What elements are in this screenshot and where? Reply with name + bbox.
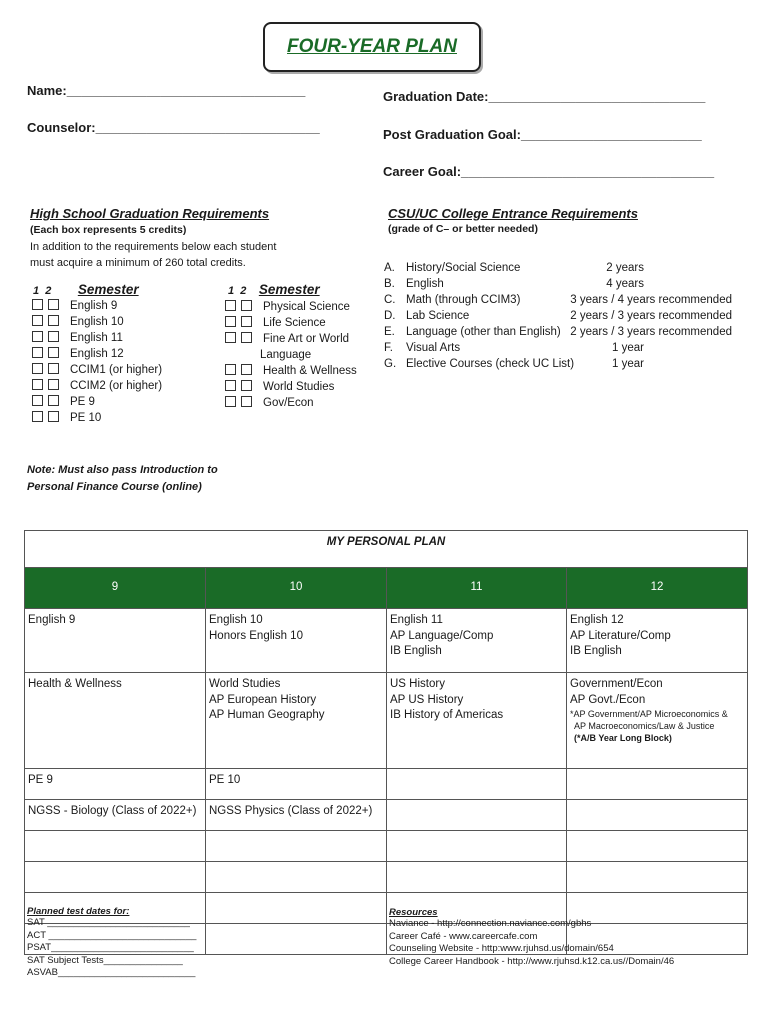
- csu-uc-row: [384, 308, 732, 324]
- checkbox-icon[interactable]: [241, 332, 252, 343]
- course-line: English 9: [28, 614, 76, 626]
- requirement-row: [32, 330, 162, 346]
- requirement-row: [32, 362, 162, 378]
- csu-uc-letter: B.: [384, 278, 395, 290]
- name-field: Name:_________________________________: [27, 83, 306, 98]
- semester-label: Semester: [77, 282, 139, 297]
- course-line: AP US History: [390, 693, 464, 706]
- course-line: AP Language/Comp: [390, 629, 494, 642]
- plan-cell[interactable]: [387, 800, 567, 831]
- finance-note: [27, 462, 218, 496]
- table-row: [25, 609, 748, 673]
- graduation-date-field: Graduation Date:______________________________: [383, 89, 706, 104]
- csu-uc-subject: English: [406, 278, 444, 290]
- course-line: AP Literature/Comp: [570, 629, 671, 642]
- plan-cell[interactable]: [206, 800, 387, 831]
- checkbox-icon[interactable]: [48, 347, 59, 358]
- semester-numbers: 1 2: [33, 285, 52, 297]
- course-line: World Studies: [209, 678, 281, 690]
- checkbox-icon[interactable]: [48, 395, 59, 406]
- checkbox-icon[interactable]: [32, 379, 43, 390]
- requirement-label: CCIM2 (or higher): [70, 380, 163, 392]
- csu-uc-row: [384, 340, 732, 356]
- requirement-row: [32, 378, 162, 394]
- plan-cell[interactable]: [567, 862, 748, 893]
- csu-uc-years: 3 years / 4 years recommended: [570, 294, 732, 306]
- test-line: ACT ____________________________: [27, 929, 197, 941]
- plan-cell[interactable]: [25, 800, 206, 831]
- requirement-label: PE 9: [70, 396, 95, 408]
- plan-cell[interactable]: [387, 769, 567, 800]
- checkbox-icon[interactable]: [241, 364, 252, 375]
- course-line: Honors English 10: [209, 629, 303, 642]
- plan-cell[interactable]: [25, 673, 206, 769]
- requirement-label: Gov/Econ: [263, 397, 314, 409]
- checkbox-icon[interactable]: [48, 299, 59, 310]
- checkbox-icon[interactable]: [32, 411, 43, 422]
- plan-cell[interactable]: [25, 862, 206, 893]
- course-line: NGSS - Biology (Class of 2022+): [28, 805, 197, 817]
- test-line: ASVAB__________________________: [27, 967, 196, 978]
- csu-uc-row: [384, 324, 732, 340]
- course-line: English 10: [209, 614, 263, 626]
- plan-title: MY PERSONAL PLAN: [25, 531, 748, 568]
- left-requirements-list: [32, 298, 162, 426]
- course-line: AP European History: [209, 693, 317, 706]
- checkbox-icon[interactable]: [32, 331, 43, 342]
- requirement-row: [225, 395, 357, 411]
- csu-uc-list: [384, 260, 732, 372]
- test-line: PSAT___________________________: [27, 942, 194, 953]
- requirement-row: [225, 315, 357, 331]
- right-column-header: [228, 281, 320, 299]
- checkbox-icon[interactable]: [32, 363, 43, 374]
- plan-cell[interactable]: [567, 673, 748, 769]
- csu-uc-letter: E.: [384, 326, 395, 338]
- plan-cell[interactable]: [567, 800, 748, 831]
- csu-uc-letter: A.: [384, 262, 395, 274]
- course-line: NGSS Physics (Class of 2022+): [209, 805, 373, 817]
- csu-uc-years: 2 years / 3 years recommended: [570, 326, 732, 338]
- requirement-label: CCIM1 (or higher): [70, 364, 163, 376]
- checkbox-icon[interactable]: [225, 300, 236, 311]
- csu-uc-subject: Lab Science: [406, 310, 470, 322]
- ap-note-line-3: (*A/B Year Long Block): [574, 733, 672, 743]
- requirement-label: Language: [260, 349, 312, 361]
- plan-cell[interactable]: [567, 609, 748, 673]
- plan-cell[interactable]: [206, 609, 387, 673]
- plan-cell[interactable]: [206, 893, 387, 924]
- note-line-1: Note: Must also pass Introduction to: [27, 464, 218, 476]
- checkbox-icon[interactable]: [48, 411, 59, 422]
- requirement-row: [32, 346, 162, 362]
- post-graduation-goal-field: Post Graduation Goal:_________________________: [383, 127, 702, 142]
- test-line: SAT Subject Tests_______________: [27, 954, 183, 966]
- title-box: [263, 22, 481, 72]
- csu-uc-years: 2 years: [606, 262, 644, 274]
- plan-cell[interactable]: [387, 609, 567, 673]
- csu-uc-years: 4 years: [606, 278, 644, 290]
- plan-cell[interactable]: [387, 831, 567, 862]
- planned-tests: [27, 906, 196, 980]
- plan-cell[interactable]: [25, 769, 206, 800]
- checkbox-icon[interactable]: [48, 363, 59, 374]
- table-row: [25, 831, 748, 862]
- csu-uc-years: 1 year: [612, 342, 644, 354]
- requirement-label: English 10: [70, 316, 124, 328]
- grade-header-10: 10: [206, 568, 387, 609]
- course-line: IB History of Americas: [390, 709, 504, 721]
- checkbox-icon[interactable]: [241, 380, 252, 391]
- csu-uc-subject: Elective Courses (check UC List): [406, 358, 575, 370]
- csu-uc-row: [384, 292, 732, 308]
- requirement-label: Physical Science: [263, 301, 350, 313]
- checkbox-icon[interactable]: [32, 299, 43, 310]
- course-line: Health & Wellness: [28, 678, 122, 690]
- csu-uc-row: [384, 276, 732, 292]
- requirement-row: [32, 394, 162, 410]
- semester-label: Semester: [258, 282, 320, 297]
- checkbox-icon[interactable]: [225, 396, 236, 407]
- checkbox-icon[interactable]: [32, 395, 43, 406]
- hs-requirements-heading: High School Graduation Requirements: [30, 206, 270, 221]
- requirement-row: [225, 299, 357, 315]
- plan-cell[interactable]: [567, 769, 748, 800]
- requirement-label: World Studies: [263, 381, 335, 393]
- table-row: [25, 673, 748, 769]
- csu-uc-subject: History/Social Science: [406, 262, 521, 274]
- csu-uc-row: [384, 260, 732, 276]
- left-column-header: [33, 281, 139, 299]
- course-line: IB English: [390, 645, 442, 657]
- checkbox-icon[interactable]: [48, 331, 59, 342]
- csu-uc-years: 1 year: [612, 358, 644, 370]
- requirement-row: [32, 314, 162, 330]
- course-line: English 11: [390, 614, 443, 626]
- right-requirements-list: [225, 299, 357, 411]
- requirement-label: PE 10: [70, 412, 102, 424]
- csu-uc-letter: D.: [384, 310, 396, 322]
- ap-note-line-1: *AP Government/AP Microeconomics &: [570, 709, 728, 719]
- test-line: SAT ___________________________: [27, 917, 190, 928]
- csu-uc-subject: Math (through CCIM3): [406, 294, 521, 306]
- grade-header-11: 11: [387, 568, 567, 609]
- plan-cell[interactable]: [387, 673, 567, 769]
- resources: [389, 907, 674, 968]
- requirement-label: Life Science: [263, 317, 326, 329]
- resource-link[interactable]: Naviance - http://connection.naviance.com/gbhs: [389, 918, 592, 929]
- checkbox-icon[interactable]: [32, 347, 43, 358]
- box-note: (Each box represents 5 credits): [30, 224, 187, 236]
- requirement-label: Fine Art or World: [263, 333, 350, 345]
- grade-header-9: 9: [25, 568, 206, 609]
- plan-cell[interactable]: [567, 831, 748, 862]
- grade-header-12: 12: [567, 568, 748, 609]
- requirement-row: [32, 410, 162, 426]
- resource-link[interactable]: College Career Handbook - http://www.rjuhsd.k12.ca.us//Domain/46: [389, 955, 675, 967]
- grade-header-row: [25, 568, 748, 609]
- counselor-field: Counselor:_______________________________: [27, 120, 320, 135]
- plan-cell[interactable]: [25, 831, 206, 862]
- resource-link[interactable]: Career Café - www.careercafe.com: [389, 930, 538, 942]
- course-line: IB English: [570, 645, 622, 657]
- csu-uc-letter: F.: [384, 342, 393, 354]
- requirement-row: [225, 331, 357, 347]
- course-line: AP Govt./Econ: [570, 693, 646, 706]
- requirement-row: [225, 379, 357, 395]
- ap-note-line-2: AP Macroeconomics/Law & Justice: [574, 721, 715, 731]
- personal-plan-table: [24, 530, 748, 955]
- plan-cell[interactable]: [206, 924, 387, 955]
- requirement-row: [32, 298, 162, 314]
- csu-uc-row: [384, 356, 732, 372]
- plan-cell[interactable]: [25, 609, 206, 673]
- requirement-row: [225, 347, 357, 363]
- course-line: English 12: [570, 614, 624, 626]
- table-row: [25, 769, 748, 800]
- csu-uc-letter: G.: [384, 358, 397, 370]
- checkbox-icon[interactable]: [241, 300, 252, 311]
- course-line: PE 9: [28, 774, 53, 786]
- table-row: [25, 862, 748, 893]
- tests-heading: Planned test dates for:: [27, 906, 130, 917]
- resource-link[interactable]: Counseling Website - http:www.rjuhsd.us/domain/654: [389, 943, 614, 954]
- checkbox-icon[interactable]: [48, 315, 59, 326]
- intro-line-1: In addition to the requirements below each student: [30, 241, 277, 253]
- checkbox-icon[interactable]: [225, 332, 236, 343]
- requirement-label: English 9: [70, 300, 118, 312]
- checkbox-icon[interactable]: [241, 396, 252, 407]
- checkbox-icon[interactable]: [225, 316, 236, 327]
- resources-heading: Resources: [389, 907, 438, 918]
- course-line: US History: [390, 678, 445, 690]
- checkbox-icon[interactable]: [225, 380, 236, 391]
- plan-cell[interactable]: [206, 831, 387, 862]
- csu-uc-years: 2 years / 3 years recommended: [570, 310, 732, 322]
- requirement-label: Health & Wellness: [263, 365, 357, 377]
- checkbox-icon[interactable]: [32, 315, 43, 326]
- career-goal-field: Career Goal:___________________________________: [383, 164, 715, 179]
- intro-line-2: must acquire a minimum of 260 total credits.: [30, 257, 246, 269]
- csu-uc-subheading: (grade of C– or better needed): [388, 223, 538, 235]
- checkbox-icon[interactable]: [225, 364, 236, 375]
- table-row: [25, 800, 748, 831]
- checkbox-icon[interactable]: [48, 379, 59, 390]
- note-line-2: Personal Finance Course (online): [27, 481, 202, 493]
- plan-cell[interactable]: [206, 769, 387, 800]
- plan-cell[interactable]: [206, 673, 387, 769]
- requirement-label: English 12: [70, 348, 124, 360]
- requirement-row: [225, 363, 357, 379]
- csu-uc-letter: C.: [384, 294, 396, 306]
- course-line: AP Human Geography: [209, 709, 325, 721]
- csu-uc-subject: Language (other than English): [406, 326, 561, 338]
- checkbox-icon[interactable]: [241, 316, 252, 327]
- page-title: FOUR-YEAR PLAN: [287, 36, 457, 57]
- course-line: Government/Econ: [570, 678, 663, 690]
- semester-numbers: 1 2: [228, 285, 247, 297]
- csu-uc-heading: CSU/UC College Entrance Requirements: [388, 206, 638, 221]
- plan-cell[interactable]: [206, 862, 387, 893]
- requirement-label: English 11: [70, 332, 123, 344]
- csu-uc-subject: Visual Arts: [406, 342, 461, 354]
- course-line: PE 10: [209, 774, 241, 786]
- plan-cell[interactable]: [387, 862, 567, 893]
